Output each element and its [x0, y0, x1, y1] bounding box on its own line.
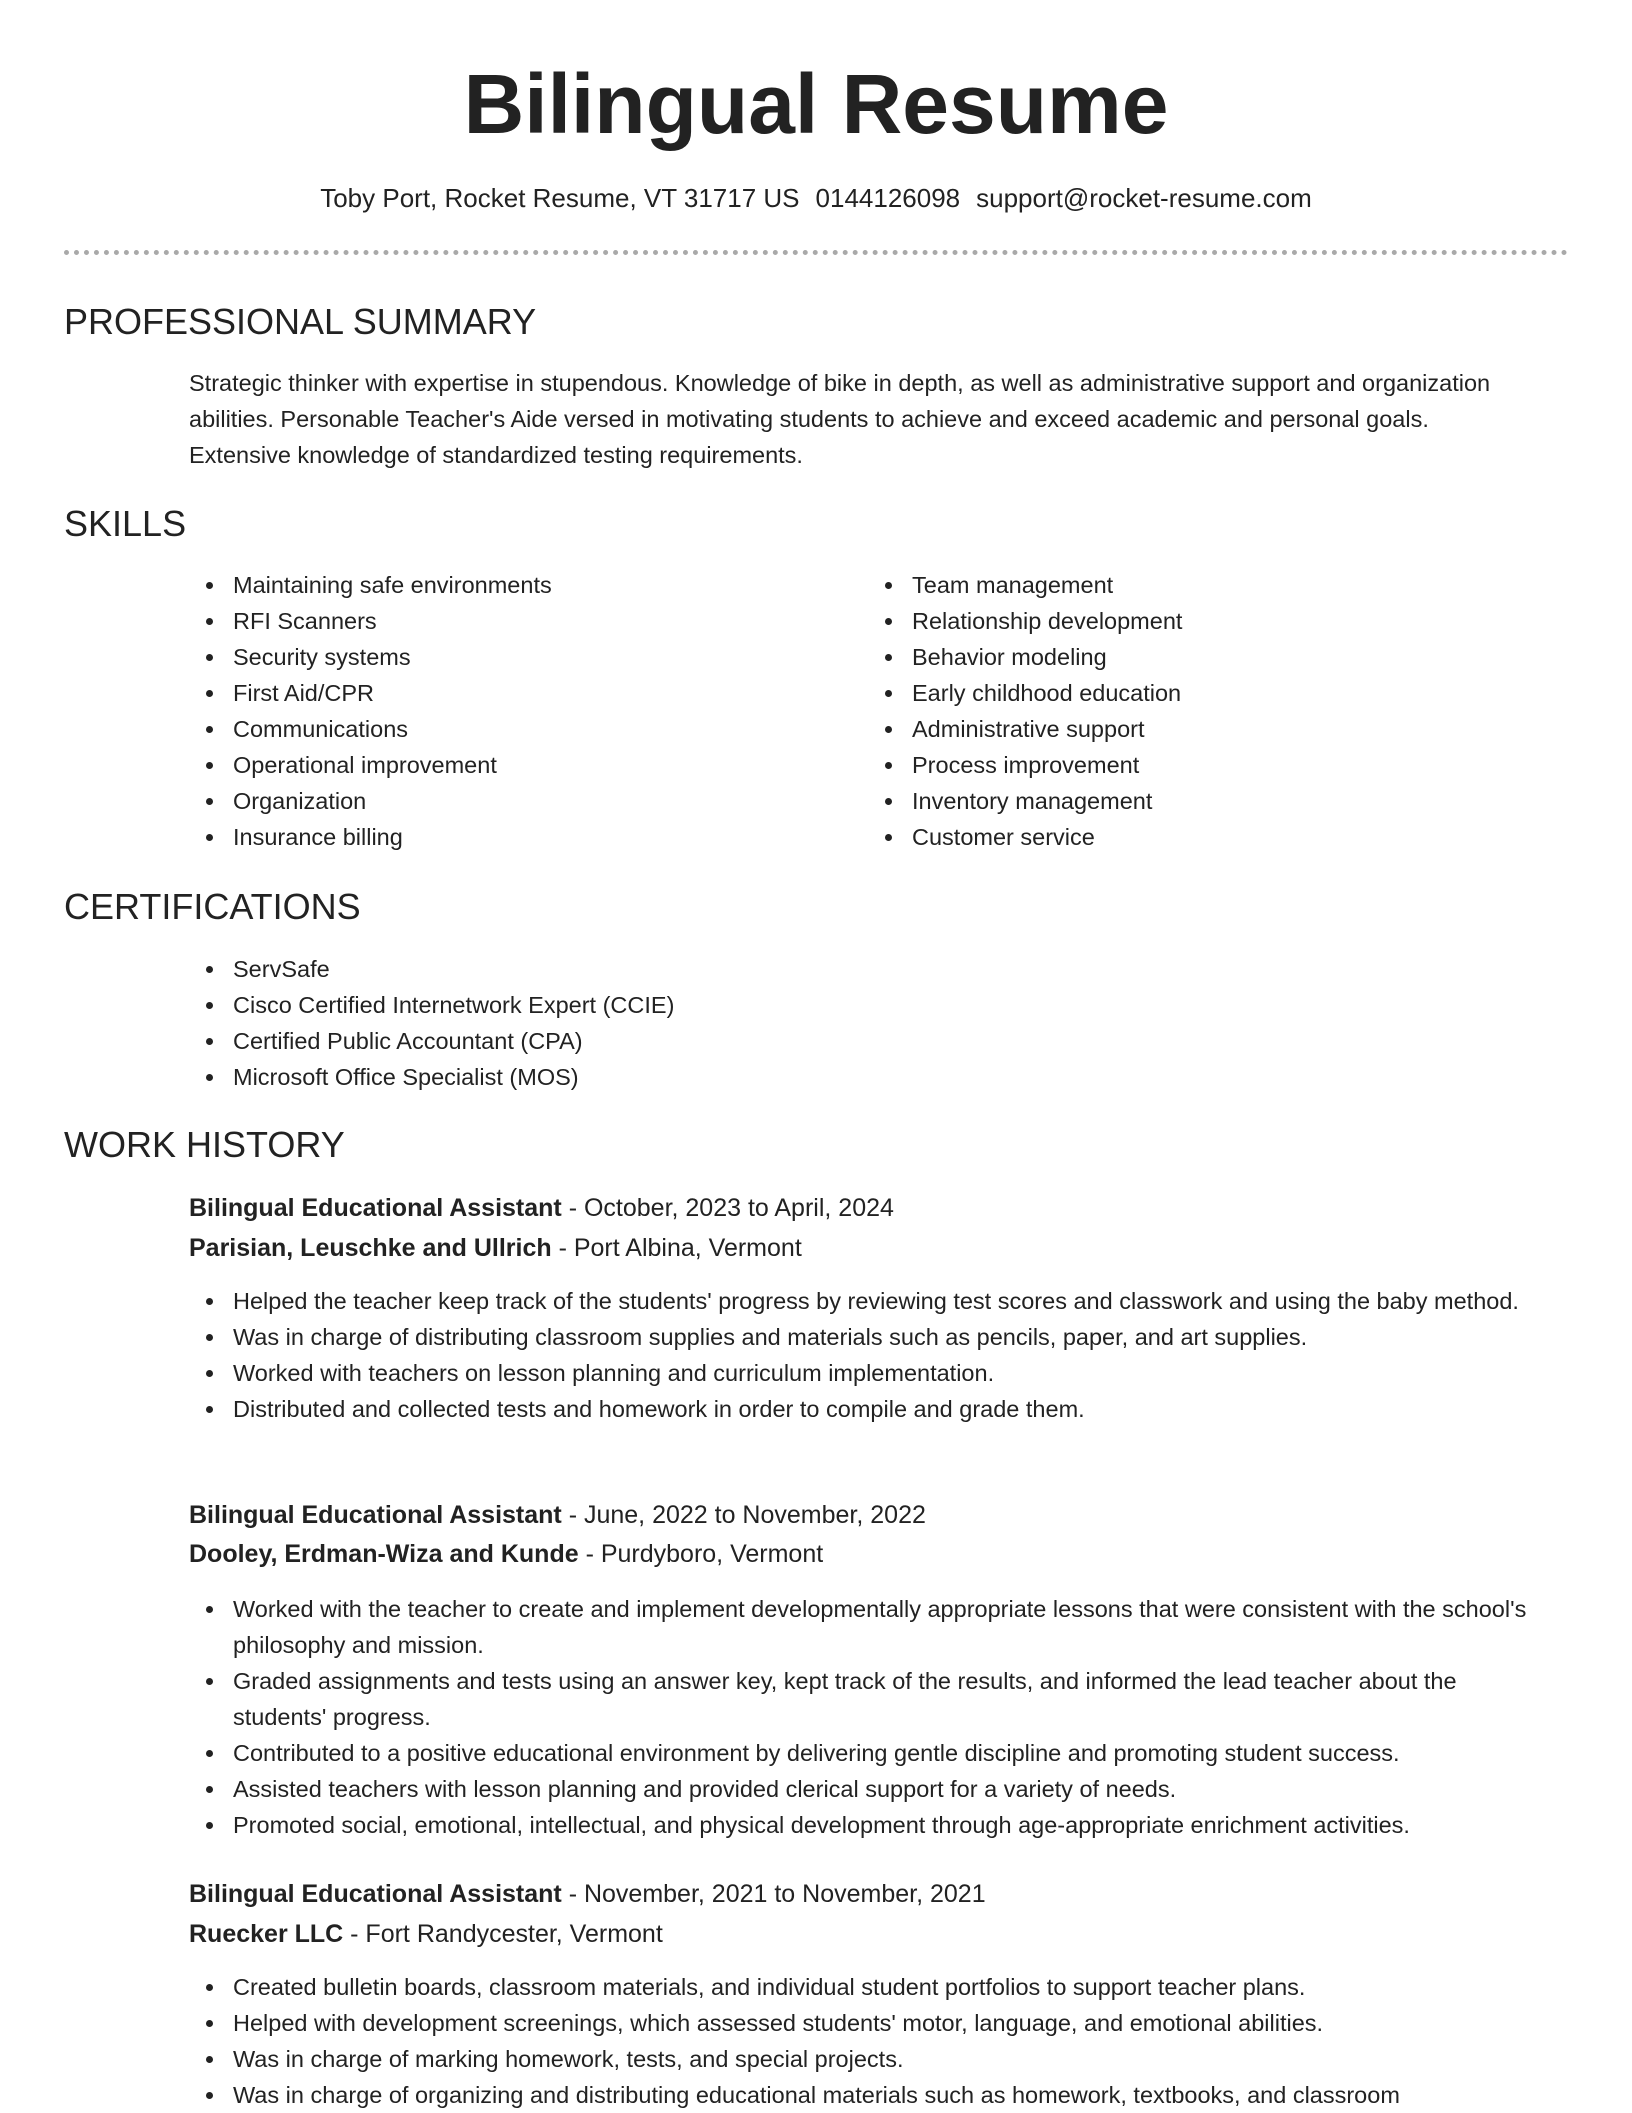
skill-item: Operational improvement [189, 747, 829, 783]
contact-line [0, 180, 1632, 216]
contact-email: support@rocket-resume.com [976, 183, 1312, 213]
job-bullet: Helped with development screenings, which assessed students' motor, language, and emotional abilities. [189, 2005, 1529, 2041]
summary-text: Strategic thinker with expertise in stupendous. Knowledge of bike in depth, as well as administrative support and organization abilities. Personable Teacher's Aide versed in motivating students to achieve and exceed academic and personal goals. Extensive knowledge of standardized testing requirements. [189, 370, 1491, 468]
job-dates: - November, 2021 to November, 2021 [561, 1880, 986, 1908]
job-bullets [189, 1591, 1529, 1843]
contact-address: Toby Port, Rocket Resume, VT 31717 US [320, 183, 800, 213]
job-location: - Purdyboro, Vermont [578, 1540, 824, 1568]
job-bullet: Distributed and collected tests and homework in order to compile and grade them. [189, 1391, 1529, 1427]
certification-item: Certified Public Accountant (CPA) [189, 1023, 1529, 1059]
skill-item: Administrative support [868, 711, 1508, 747]
job-dates: - June, 2022 to November, 2022 [561, 1501, 926, 1529]
skill-item: Organization [189, 783, 829, 819]
job-title: Bilingual Educational Assistant [189, 1501, 562, 1529]
job-location: - Port Albina, Vermont [551, 1234, 802, 1262]
skill-item: Inventory management [868, 783, 1508, 819]
skill-item: RFI Scanners [189, 603, 829, 639]
certifications-list [189, 951, 1529, 1095]
job-company: Ruecker LLC [189, 1920, 344, 1948]
certification-item: ServSafe [189, 951, 1529, 987]
job-title-line [189, 1876, 986, 1912]
skill-item: Team management [868, 567, 1508, 603]
job-company: Dooley, Erdman-Wiza and Kunde [189, 1540, 579, 1568]
skill-item: Communications [189, 711, 829, 747]
job-bullets [189, 1969, 1529, 2113]
job-bullet: Was in charge of marking homework, tests, and special projects. [189, 2041, 1529, 2077]
job-company-line [189, 1230, 802, 1266]
job-bullet: Promoted social, emotional, intellectual, and physical development through age-appropriate enrichment activities. [189, 1807, 1529, 1843]
work-history-heading: WORK HISTORY [64, 1124, 345, 1165]
job-title: Bilingual Educational Assistant [189, 1880, 562, 1908]
job-dates: - October, 2023 to April, 2024 [561, 1194, 894, 1222]
skill-item: Relationship development [868, 603, 1508, 639]
skill-item: Customer service [868, 819, 1508, 855]
job-title: Bilingual Educational Assistant [189, 1194, 562, 1222]
job-company-line [189, 1536, 823, 1572]
job-bullets [189, 1283, 1529, 1427]
job-bullet: Created bulletin boards, classroom materials, and individual student portfolios to support teacher plans. [189, 1969, 1529, 2005]
skills-heading: SKILLS [64, 503, 187, 544]
job-bullet: Graded assignments and tests using an answer key, kept track of the results, and informed the lead teacher about the students' progress. [189, 1663, 1529, 1735]
certification-item: Cisco Certified Internetwork Expert (CCIE) [189, 987, 1529, 1023]
header-divider [64, 250, 1568, 255]
job-title-line [189, 1190, 894, 1226]
job-bullet: Worked with teachers on lesson planning and curriculum implementation. [189, 1355, 1529, 1391]
job-bullet: Assisted teachers with lesson planning and provided clerical support for a variety of needs. [189, 1771, 1529, 1807]
certification-item: Microsoft Office Specialist (MOS) [189, 1059, 1529, 1095]
certifications-heading: CERTIFICATIONS [64, 886, 361, 927]
resume-title: Bilingual Resume [463, 57, 1169, 151]
skills-list-right [868, 567, 1508, 855]
skills-list-left [189, 567, 829, 855]
skill-item: Early childhood education [868, 675, 1508, 711]
job-title-line [189, 1497, 926, 1533]
job-bullet: Helped the teacher keep track of the students' progress by reviewing test scores and classwork and using the baby method. [189, 1283, 1529, 1319]
skill-item: Security systems [189, 639, 829, 675]
contact-phone: 0144126098 [815, 183, 961, 213]
skill-item: Maintaining safe environments [189, 567, 829, 603]
job-location: - Fort Randycester, Vermont [343, 1920, 663, 1948]
job-bullet: Worked with the teacher to create and implement developmentally appropriate lessons that were consistent with the school's philosophy and mission. [189, 1591, 1529, 1663]
skill-item: First Aid/CPR [189, 675, 829, 711]
job-bullet: Contributed to a positive educational environment by delivering gentle discipline and promoting student success. [189, 1735, 1529, 1771]
skill-item: Process improvement [868, 747, 1508, 783]
skill-item: Insurance billing [189, 819, 829, 855]
job-bullet: Was in charge of distributing classroom supplies and materials such as pencils, paper, and art supplies. [189, 1319, 1529, 1355]
summary-heading: PROFESSIONAL SUMMARY [64, 301, 537, 342]
job-company-line [189, 1916, 663, 1952]
skill-item: Behavior modeling [868, 639, 1508, 675]
job-bullet: Was in charge of organizing and distributing educational materials such as homework, textbooks, and classroom [189, 2077, 1529, 2113]
job-company: Parisian, Leuschke and Ullrich [189, 1234, 552, 1262]
